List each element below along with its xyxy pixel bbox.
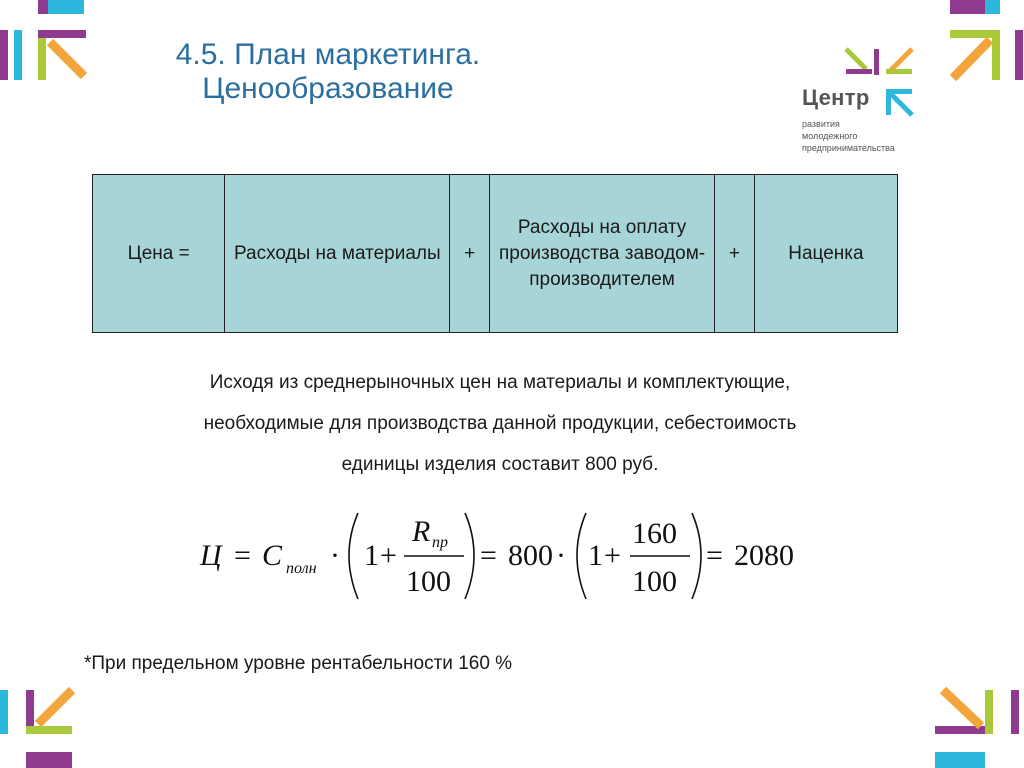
corner-decoration-top-right <box>945 0 1024 85</box>
eq-paren-right-2 <box>692 513 701 599</box>
eq-cost-symbol: С <box>262 539 283 572</box>
corner-decoration-top-left <box>0 0 90 85</box>
title-line-2: Ценообразование <box>202 72 454 105</box>
eq-frac1-denominator: 100 <box>406 565 451 598</box>
eq-dot-1: · <box>330 539 340 572</box>
table-row <box>93 175 898 333</box>
eq-equals-2: = <box>480 539 497 572</box>
description-text: Исходя из среднерыночных цен на материалы и комплектующие, необходимые для производства данной продукции, себестоимость единицы изделия составит 800 руб. <box>203 372 797 475</box>
table-cell-materials: Расходы на материалы <box>225 175 450 333</box>
corner-decoration-bottom-right <box>935 686 1024 768</box>
eq-frac2-denominator: 100 <box>632 565 677 598</box>
table-cell-markup: Наценка <box>754 175 897 333</box>
eq-one-2: 1 <box>588 539 603 572</box>
eq-frac1-numerator-sub: пр <box>432 534 448 551</box>
eq-frac1-numerator: R <box>412 515 431 548</box>
table-cell-production: Расходы на оплату производства заводом-производителем <box>490 175 715 333</box>
page-title <box>128 38 528 106</box>
eq-plus-1: + <box>380 539 397 572</box>
table-cell-price: Цена = <box>93 175 225 333</box>
eq-result: 2080 <box>734 539 794 572</box>
logo-subtitle: развития молодежного предпринимательства <box>802 119 895 153</box>
eq-cost-subscript: полн <box>286 560 317 577</box>
eq-one-1: 1 <box>364 539 379 572</box>
eq-plus-2: + <box>604 539 621 572</box>
corner-decoration-bottom-left <box>0 686 85 768</box>
title-line-1: 4.5. План маркетинга. <box>175 38 481 71</box>
logo <box>800 45 930 160</box>
eq-lhs: Ц <box>200 539 222 572</box>
eq-value: 800 <box>508 539 553 572</box>
eq-paren-left-2 <box>577 513 586 599</box>
price-equation <box>190 505 830 605</box>
eq-equals-1: = <box>234 539 251 572</box>
eq-frac2-numerator: 160 <box>632 517 677 550</box>
footnote: *При предельном уровне рентабельности 160 % <box>84 653 513 674</box>
price-formula-table <box>92 174 898 333</box>
eq-paren-left-1 <box>349 513 358 599</box>
eq-equals-3: = <box>706 539 723 572</box>
eq-dot-2: · <box>556 539 566 572</box>
table-cell-plus-1: + <box>450 175 490 333</box>
table-cell-plus-2: + <box>715 175 755 333</box>
logo-brand: Центр <box>802 85 870 110</box>
eq-paren-right-1 <box>465 513 474 599</box>
